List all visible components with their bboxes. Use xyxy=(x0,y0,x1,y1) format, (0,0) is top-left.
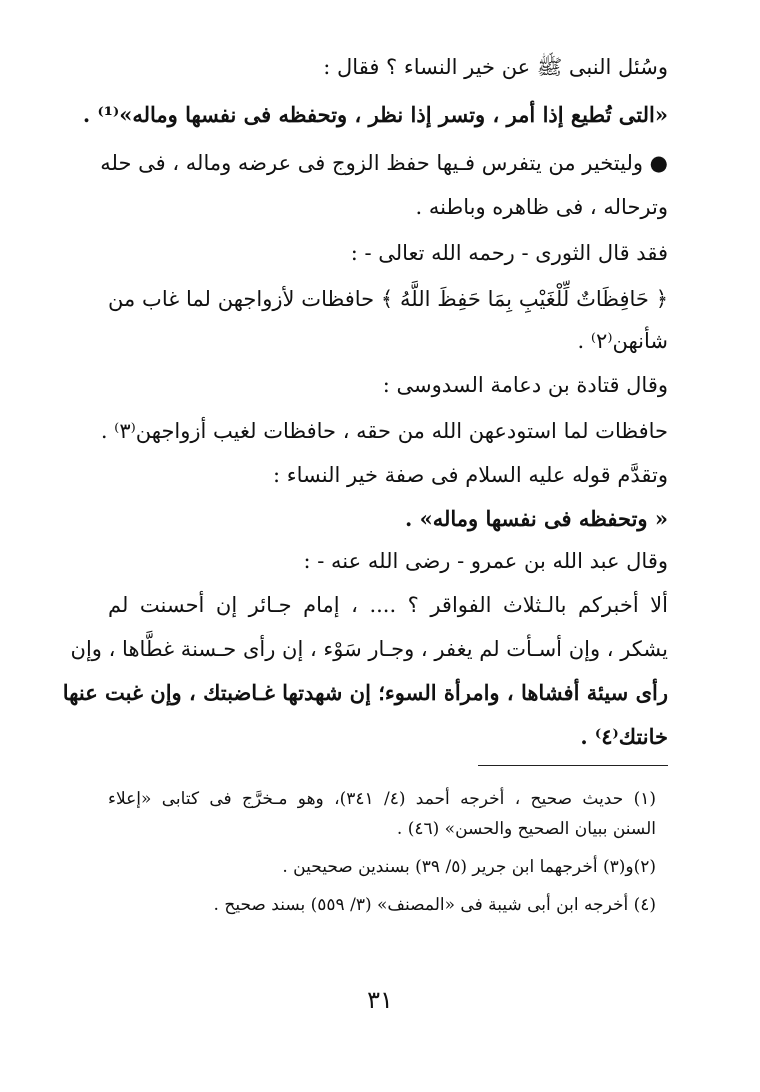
text-line-14: يشكر ، وإن أسـأت لم يغفر ، وجـار سَوْء ، إن رأى حـسنة غطَّاها ، وإن xyxy=(70,637,668,661)
text-line-7: شأنهن⁽٢⁾ . xyxy=(577,329,668,353)
text-line-13: ألا أخبركم بالـثلاث الفواقر ؟ .... ، إمام جـائر إن أحسنت لم xyxy=(108,593,668,617)
text-line-10: وتقدَّم قوله عليه السلام فى صفة خير النساء : xyxy=(273,463,668,487)
footnote-1-line-1: (١) حديث صحيح ، أخرجه أحمد (٤/ ٣٤١)، وهو مـخرَّج فى كتابى «إعلاء xyxy=(108,789,656,809)
text-line-1: وسُئل النبى ﷺ عن خير النساء ؟ فقال : xyxy=(323,55,668,79)
page-number: ٣١ xyxy=(367,986,393,1014)
footnote-2-3: (٢)و(٣) أخرجهما ابن جرير (٥/ ٣٩) بسندين صحيحين . xyxy=(282,857,656,877)
text-line-3-bullet: ● وليتخير من يتفرس فـيها حفظ الزوج فى عرضه وماله ، فى حله xyxy=(100,151,668,175)
text-line-8: وقال قتادة بن دعامة السدوسى : xyxy=(382,373,668,397)
text-line-15: رأى سيئة أفشاها ، وامرأة السوء؛ إن شهدتها غـاضبتك ، وإن غبت عنها xyxy=(62,680,668,705)
text-line-11-hadith-quote: « وتحفظه فى نفسها وماله» . xyxy=(404,506,668,531)
text-line-6-quran-verse: ﴿ حَافِظَاتٌ لِّلْغَيْبِ بِمَا حَفِظَ اللَّهُ ﴾ حافظات لأزواجهن لما غاب من xyxy=(108,287,668,311)
text-line-5: فقد قال الثورى - رحمه الله تعالى - : xyxy=(350,241,668,265)
footnote-separator xyxy=(478,765,668,766)
text-line-2-hadith-quote: «التى تُطيع إذا أمر ، وتسر إذا نظر ، وتحفظه فى نفسها وماله»⁽¹⁾ . xyxy=(82,102,668,127)
text-line-9: حافظات لما استودعهن الله من حقه ، حافظات لغيب أزواجهن⁽٣⁾ . xyxy=(100,419,668,443)
footnote-1-line-2: السنن ببيان الصحيح والحسن» (٤٦) . xyxy=(396,819,656,839)
text-line-12: وقال عبد الله بن عمرو - رضى الله عنه - : xyxy=(303,549,668,573)
text-line-16: خانتك⁽٤⁾ . xyxy=(580,724,668,749)
text-line-4: وترحاله ، فى ظاهره وباطنه . xyxy=(415,195,668,219)
footnote-4: (٤) أخرجه ابن أبى شيبة فى «المصنف» (٣/ ٥٥٩) بسند صحيح . xyxy=(213,895,656,915)
